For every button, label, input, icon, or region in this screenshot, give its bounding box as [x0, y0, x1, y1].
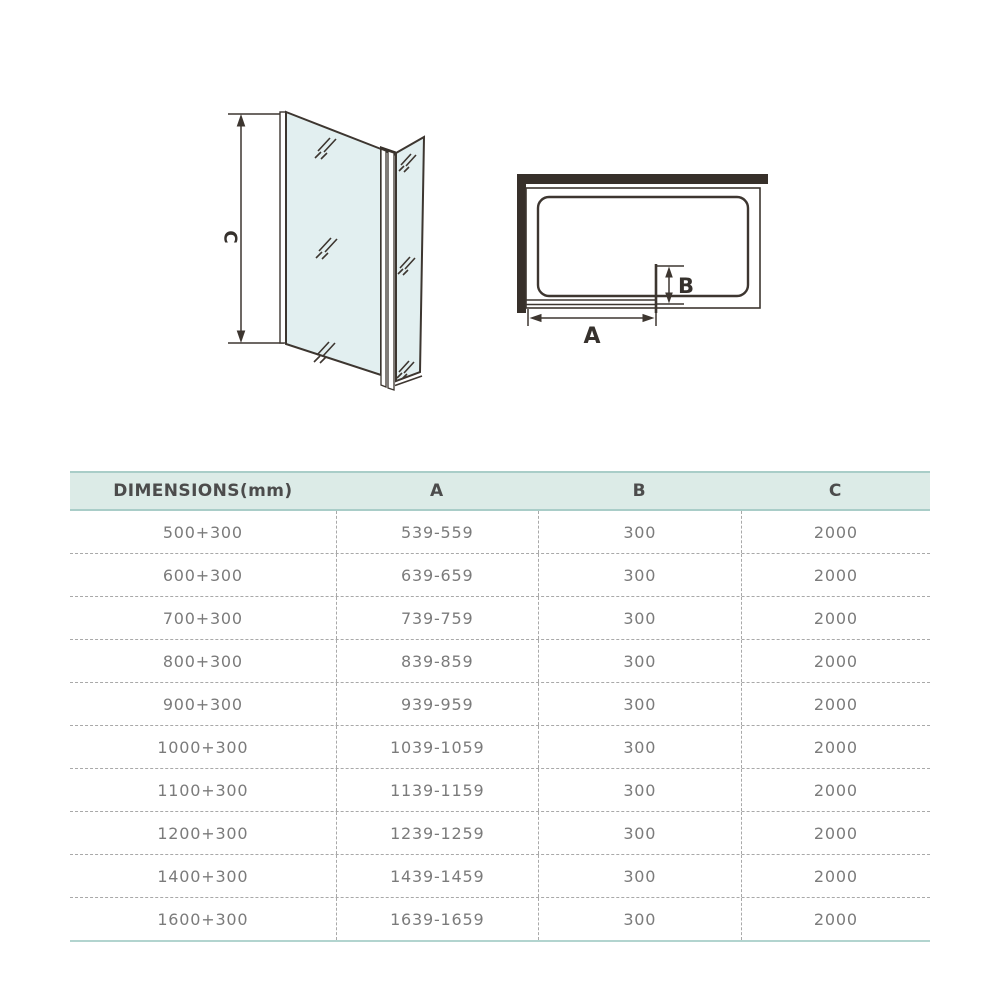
hinge-strip-1 [381, 149, 386, 387]
table-row [70, 597, 930, 640]
arrowhead-right [643, 314, 655, 322]
cell-b: 300 [538, 597, 741, 639]
cell-dimensions: 1100+300 [157, 780, 249, 800]
cell-dimensions: 800+300 [162, 651, 243, 671]
cell-dimensions: 1000+300 [157, 737, 249, 757]
cell-dimensions: 600+300 [162, 565, 243, 585]
cell-c: 2000 [741, 511, 930, 553]
cell-b: 300 [538, 511, 741, 553]
cell-b: 300 [538, 554, 741, 596]
table-row [70, 511, 930, 554]
tray-outer-outline [526, 188, 760, 308]
top-view-diagram [517, 174, 768, 349]
table-header-row [70, 471, 930, 511]
cell-b: 300 [538, 898, 741, 940]
cell-b: 300 [538, 726, 741, 768]
cell-a: 1439-1459 [336, 855, 538, 897]
cell-c: 2000 [741, 769, 930, 811]
cell-c: 2000 [741, 640, 930, 682]
cell-dimensions: 1400+300 [157, 866, 249, 886]
table-row [70, 898, 930, 940]
table-row [70, 855, 930, 898]
arrowhead-down [237, 331, 246, 344]
cell-c: 2000 [741, 855, 930, 897]
table-row [70, 812, 930, 855]
cell-c: 2000 [741, 597, 930, 639]
side-view-diagram [220, 112, 425, 390]
cell-dimensions: 700+300 [162, 608, 243, 628]
b-dimension-label: B [678, 274, 695, 298]
arrowhead-up [237, 114, 246, 127]
header-b: B [632, 481, 646, 501]
header-c: C [828, 481, 842, 501]
table-row [70, 769, 930, 812]
cell-b: 300 [538, 855, 741, 897]
cell-c: 2000 [741, 726, 930, 768]
b-dimension-arrow [657, 266, 694, 304]
cell-c: 2000 [741, 898, 930, 940]
a-dimension-arrow [528, 309, 656, 349]
cell-dimensions: 500+300 [162, 522, 243, 542]
table-row [70, 726, 930, 769]
cell-a: 1039-1059 [336, 726, 538, 768]
cell-b: 300 [538, 683, 741, 725]
cell-dimensions: 1200+300 [157, 823, 249, 843]
cell-b: 300 [538, 640, 741, 682]
header-dimensions: DIMENSIONS(mm) [113, 481, 293, 501]
cell-dimensions: 1600+300 [157, 909, 249, 929]
c-dimension-label: C [219, 230, 241, 244]
table-body [70, 511, 930, 942]
hinge-strip-2 [388, 151, 394, 390]
table-row [70, 683, 930, 726]
header-a: A [430, 481, 444, 501]
cell-b: 300 [538, 769, 741, 811]
cell-a: 539-559 [336, 511, 538, 553]
top-wall [517, 174, 768, 184]
cell-a: 1639-1659 [336, 898, 538, 940]
table-row [70, 640, 930, 683]
cell-b: 300 [538, 812, 741, 854]
cell-a: 1239-1259 [336, 812, 538, 854]
tray-inner-outline [538, 197, 748, 296]
left-wall [517, 174, 526, 313]
a-dimension-label: A [583, 324, 601, 349]
table-row [70, 554, 930, 597]
cell-a: 939-959 [336, 683, 538, 725]
c-dimension-arrow [220, 114, 285, 343]
cell-dimensions: 900+300 [162, 694, 243, 714]
cell-c: 2000 [741, 554, 930, 596]
cell-a: 739-759 [336, 597, 538, 639]
cell-c: 2000 [741, 812, 930, 854]
arrowhead-left [530, 314, 542, 322]
cell-a: 639-659 [336, 554, 538, 596]
arrowhead-down [665, 293, 673, 304]
dimensions-table [70, 471, 930, 942]
return-glass-panel [396, 137, 424, 381]
cell-c: 2000 [741, 683, 930, 725]
arrowhead-up [665, 267, 673, 278]
cell-a: 1139-1159 [336, 769, 538, 811]
diagrams [0, 0, 1000, 465]
cell-a: 839-859 [336, 640, 538, 682]
